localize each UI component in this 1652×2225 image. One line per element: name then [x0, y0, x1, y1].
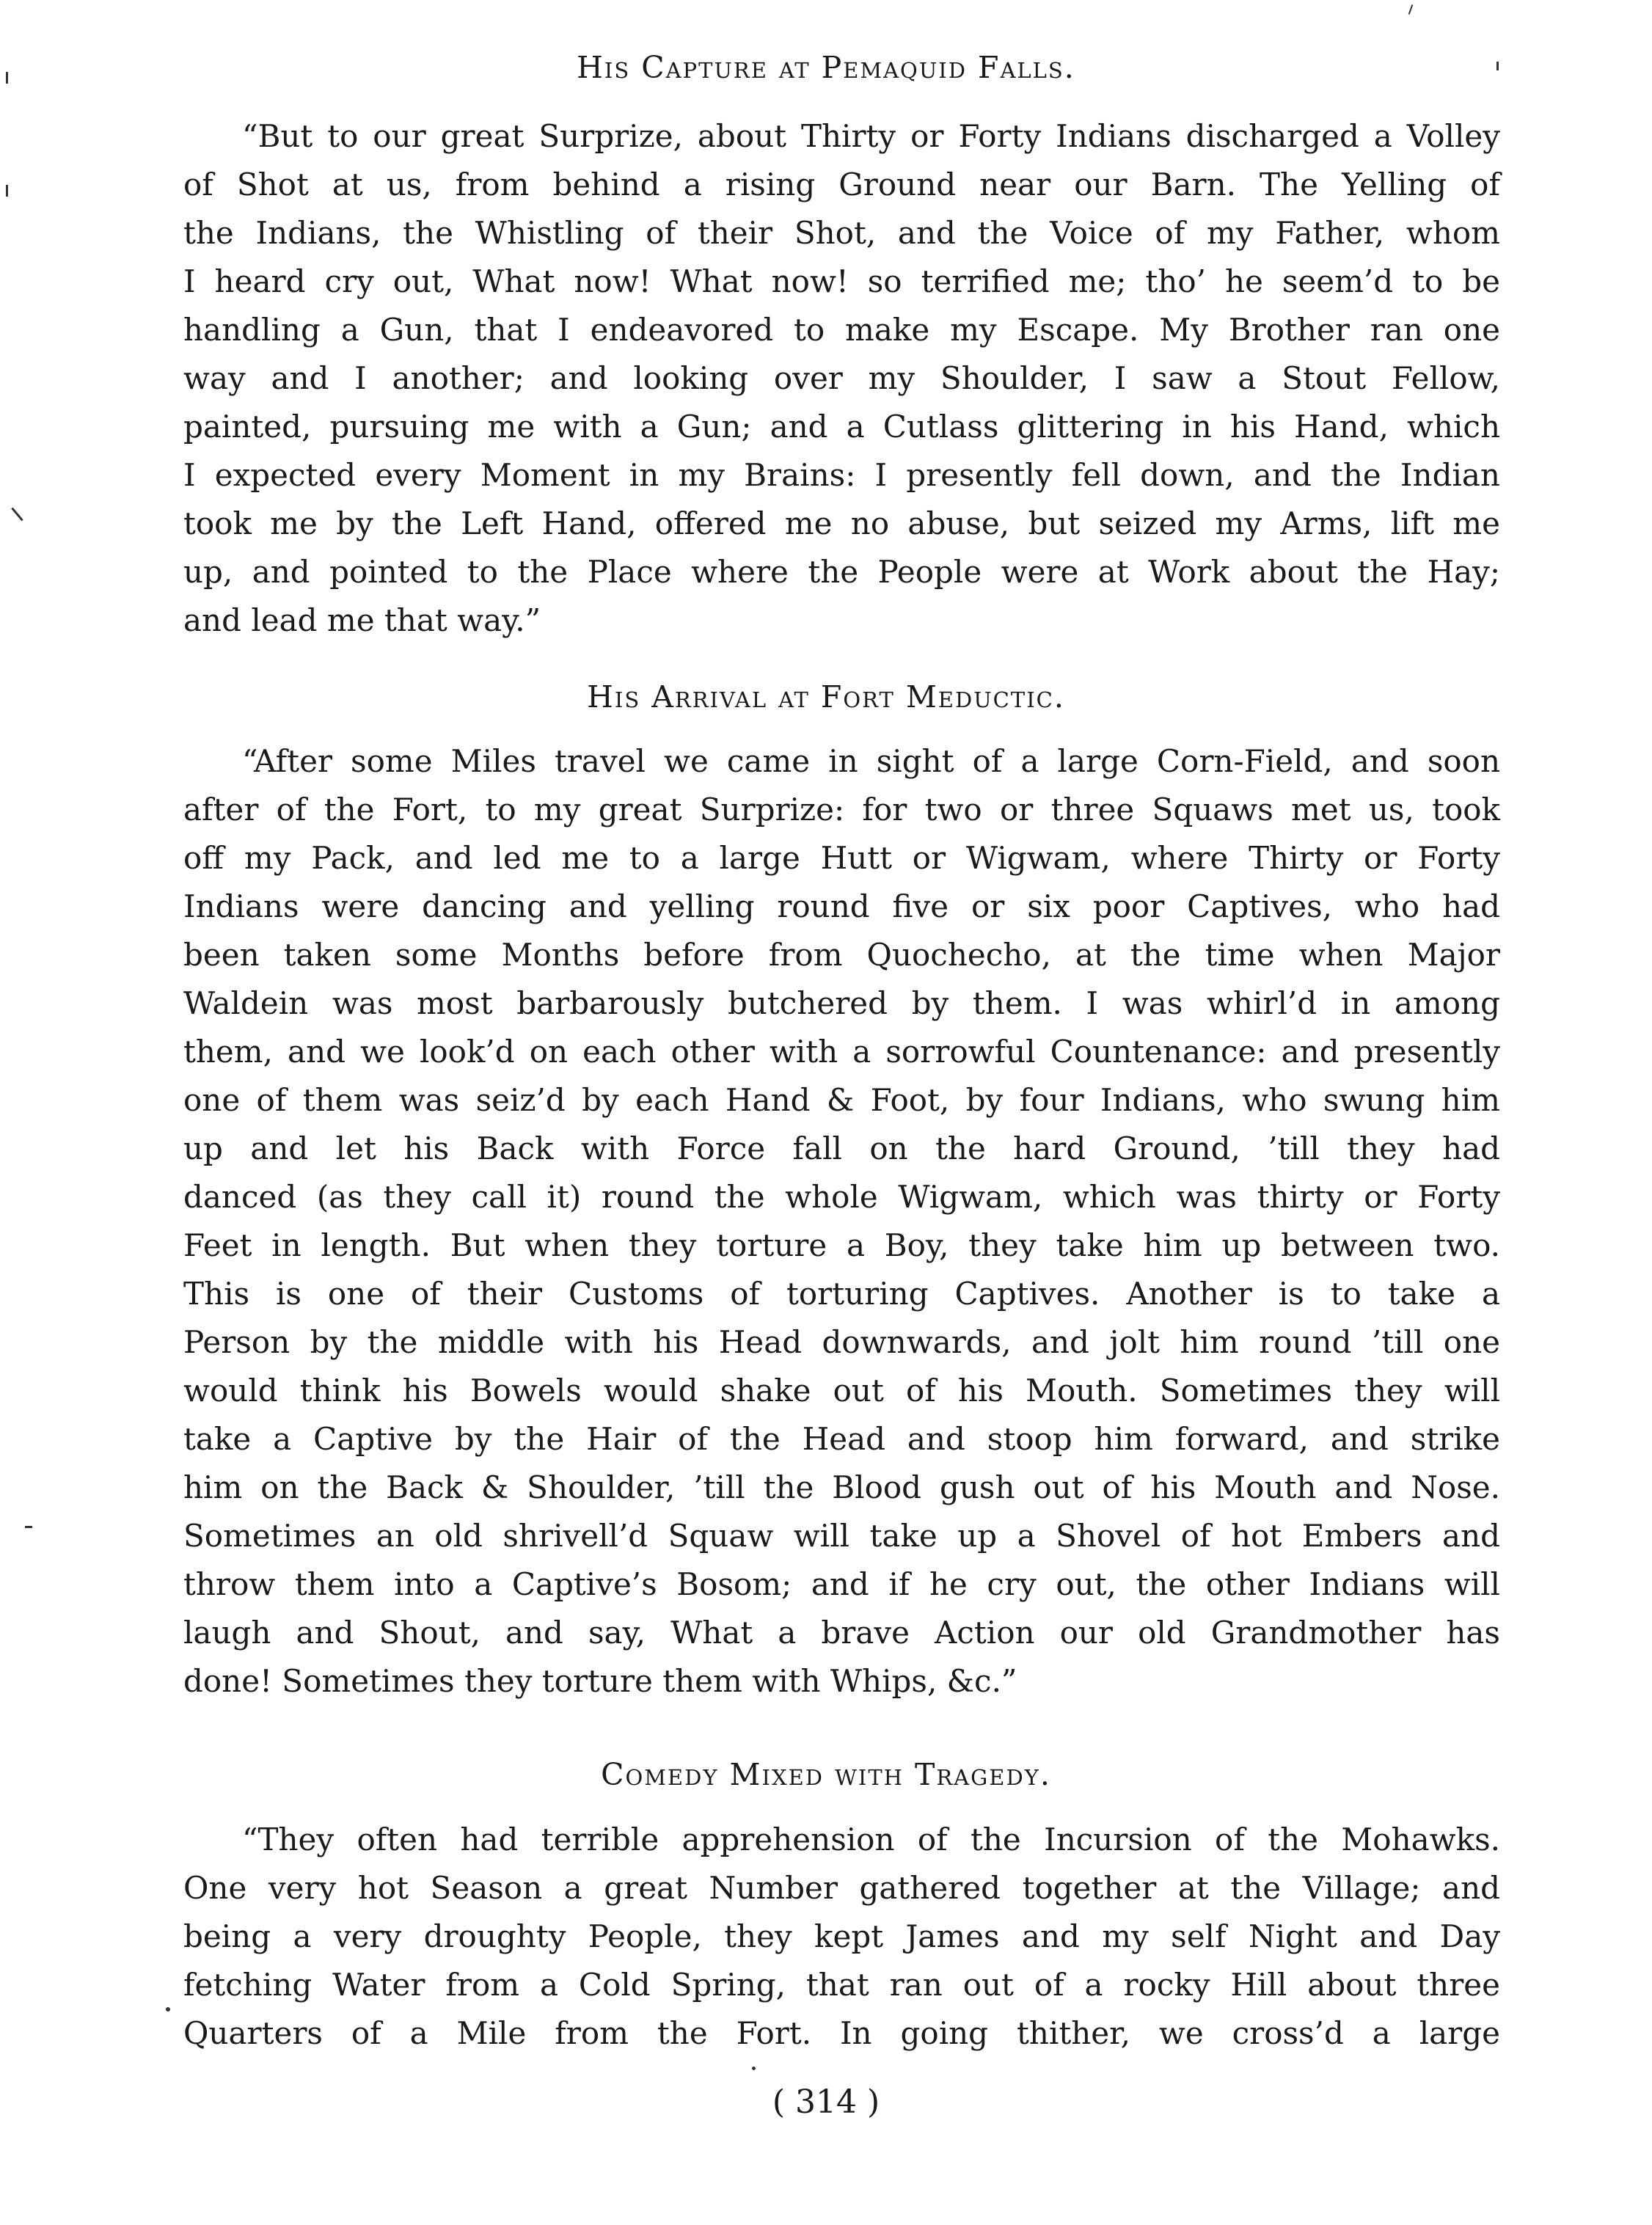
text-line: handling a Gun, that I endeavored to make my Escape. My Brother ran one	[183, 312, 1500, 348]
text-line: and lead me that way.”	[183, 602, 541, 638]
scan-speck	[1408, 4, 1414, 15]
text-line: Feet in length. But when they torture a Boy, they take him up between two.	[183, 1227, 1500, 1263]
scan-speck	[6, 72, 8, 84]
text-line: off my Pack, and led me to a large Hutt or Wigwam, where Thirty or Forty	[183, 840, 1500, 876]
text-line: I expected every Moment in my Brains: I presently fell down, and the Indian	[183, 457, 1500, 493]
scan-speck	[1496, 62, 1499, 70]
text-line: Waldein was most barbarously butchered by them. I was whirl’d in among	[183, 985, 1500, 1021]
text-line: throw them into a Captive’s Bosom; and if he cry out, the other Indians will	[183, 1566, 1500, 1602]
scan-speck	[752, 2067, 756, 2070]
text-line: laugh and Shout, and say, What a brave Action our old Grandmother has	[183, 1615, 1500, 1651]
text-line: danced (as they call it) round the whole Wigwam, which was thirty or Forty	[183, 1179, 1500, 1215]
text-line: I heard cry out, What now! What now! so terrified me; tho’ he seem’d to be	[183, 263, 1500, 299]
text-line: painted, pursuing me with a Gun; and a Cutlass glittering in his Hand, which	[183, 409, 1500, 445]
text-line: One very hot Season a great Number gathered together at the Village; and	[183, 1870, 1500, 1906]
text-line: would think his Bowels would shake out of his Mouth. Sometimes they will	[183, 1373, 1500, 1409]
text-line: Quarters of a Mile from the Fort. In going thither, we cross’d a large	[183, 2015, 1500, 2051]
text-line: This is one of their Customs of torturing Captives. Another is to take a	[183, 1276, 1500, 1312]
text-line: them, and we look’d on each other with a sorrowful Countenance: and presently	[183, 1034, 1500, 1070]
section-heading-comedy: Comedy Mixed with Tragedy.	[601, 1757, 1051, 1792]
text-line: fetching Water from a Cold Spring, that ran out of a rocky Hill about three	[183, 1967, 1500, 2003]
text-line: way and I another; and looking over my Shoulder, I saw a Stout Fellow,	[183, 360, 1500, 396]
text-line: “But to our great Surprize, about Thirty or Forty Indians discharged a Volley	[242, 118, 1500, 154]
text-line: being a very droughty People, they kept James and my self Night and Day	[183, 1918, 1500, 1954]
text-line: Sometimes an old shrivell’d Squaw will take up a Shovel of hot Embers and	[183, 1518, 1500, 1554]
text-line: Person by the middle with his Head downwards, and jolt him round ’till one	[183, 1324, 1500, 1360]
text-line: up, and pointed to the Place where the People were at Work about the Hay;	[183, 554, 1500, 590]
scan-speck	[6, 185, 8, 197]
scan-speck	[11, 508, 23, 522]
page-number: ( 314 )	[772, 2083, 880, 2121]
scan-speck	[25, 1526, 32, 1528]
section-heading-arrival: His Arrival at Fort Meductic.	[587, 679, 1065, 715]
scan-speck	[166, 2007, 170, 2012]
text-line: take a Captive by the Hair of the Head and stoop him forward, and strike	[183, 1421, 1500, 1457]
text-line: after of the Fort, to my great Surprize: for two or three Squaws met us, took	[183, 792, 1500, 827]
text-line: him on the Back & Shoulder, ’till the Blood gush out of his Mouth and Nose.	[183, 1469, 1500, 1505]
text-line: up and let his Back with Force fall on the hard Ground, ’till they had	[183, 1130, 1500, 1166]
text-line: done! Sometimes they torture them with Whips, &c.”	[183, 1663, 1017, 1699]
text-line: Indians were dancing and yelling round five or six poor Captives, who had	[183, 888, 1500, 924]
text-line: the Indians, the Whistling of their Shot, and the Voice of my Father, whom	[183, 215, 1500, 251]
text-line: “After some Miles travel we came in sight of a large Corn-Field, and soon	[242, 743, 1500, 779]
text-line: took me by the Left Hand, offered me no abuse, but seized my Arms, lift me	[183, 505, 1500, 541]
text-line: “They often had terrible apprehension of the Incursion of the Mohawks.	[242, 1822, 1500, 1857]
text-line: been taken some Months before from Quochecho, at the time when Major	[183, 937, 1500, 973]
text-line: of Shot at us, from behind a rising Ground near our Barn. The Yelling of	[183, 167, 1500, 202]
section-heading-capture: His Capture at Pemaquid Falls.	[577, 50, 1075, 85]
text-line: one of them was seiz’d by each Hand & Foot, by four Indians, who swung him	[183, 1082, 1500, 1118]
